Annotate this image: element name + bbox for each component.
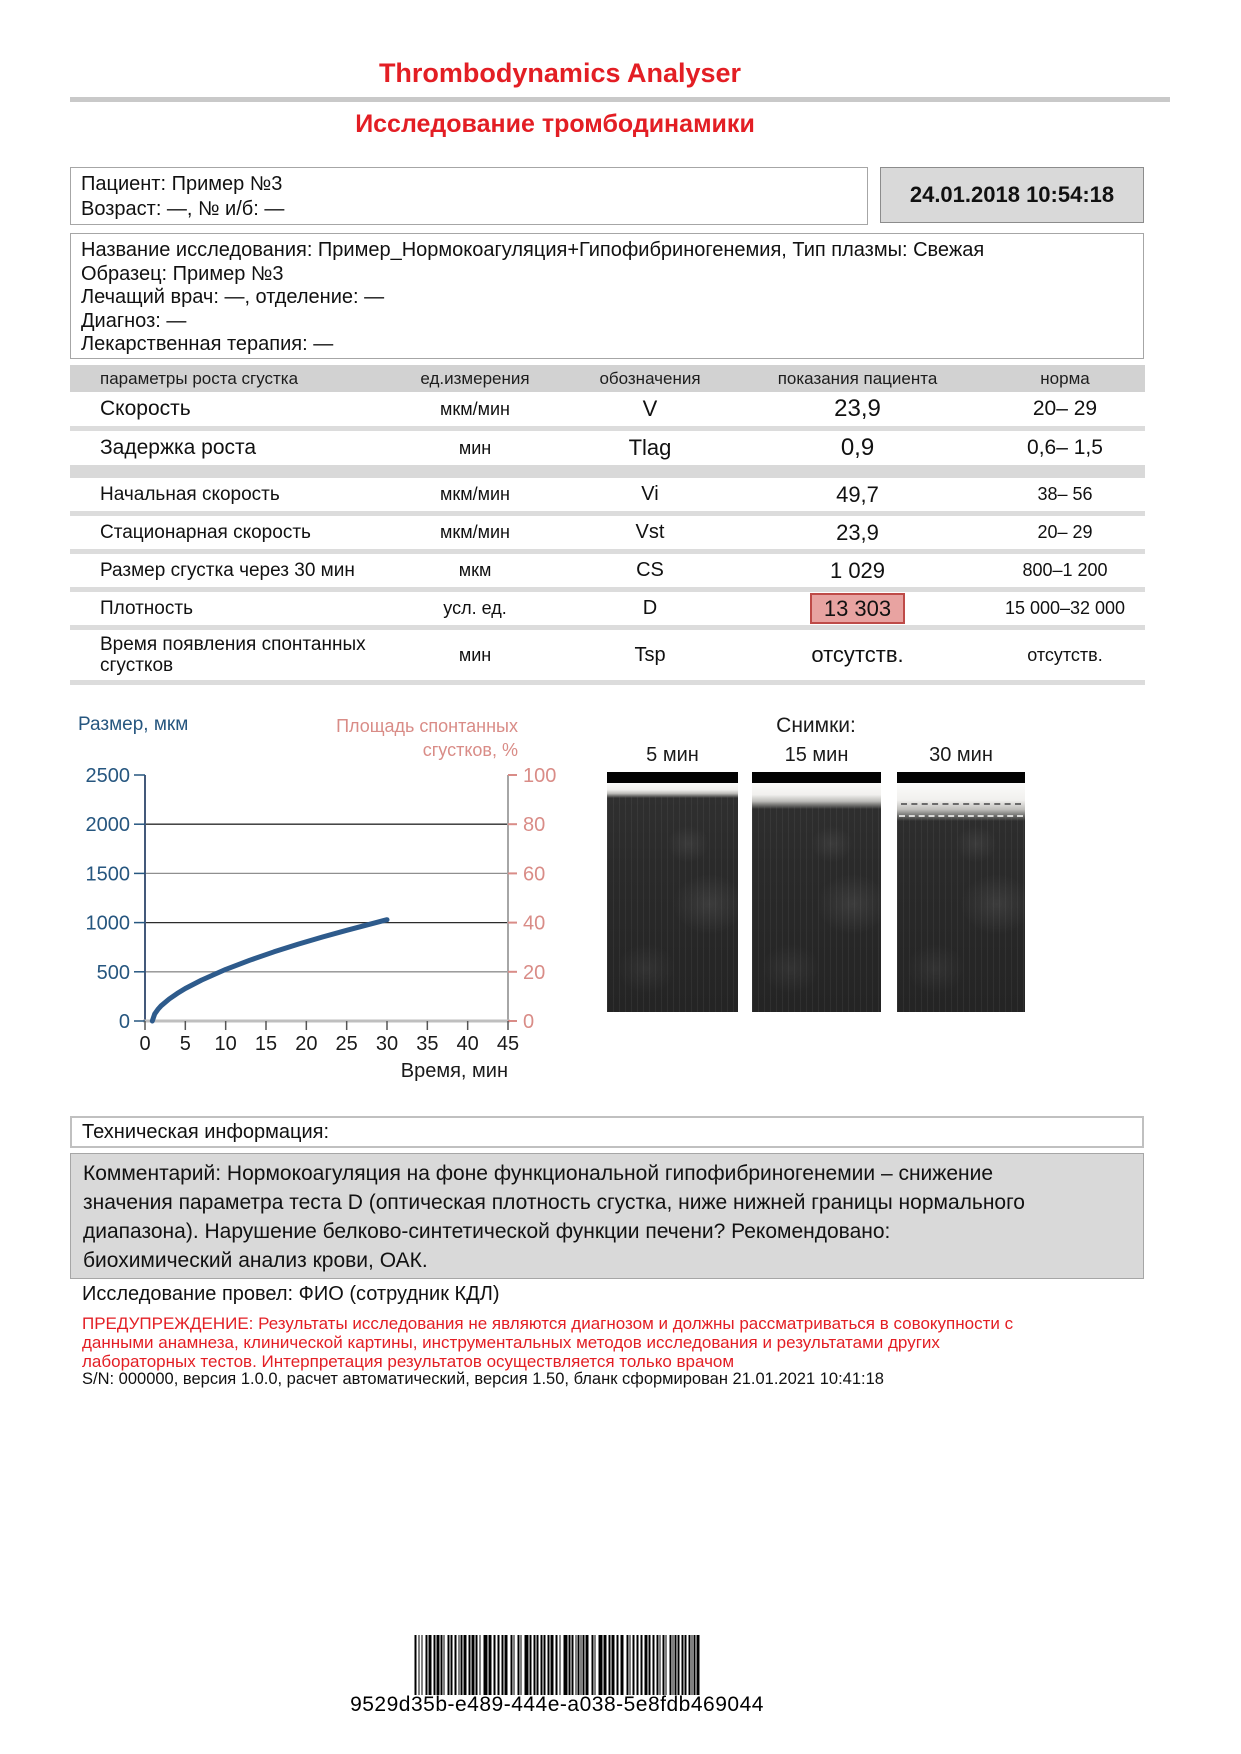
report-title: Исследование тромбодинамики [355,110,755,138]
svg-text:1500: 1500 [85,863,130,886]
header-symbols: обозначения [599,368,701,388]
technical-info-box: Техническая информация: [70,1116,1144,1148]
table-row-clot-size [70,554,1145,587]
svg-text:2500: 2500 [85,765,130,787]
header-units: ед.измерения [420,368,530,388]
svg-text:35: 35 [416,1033,439,1055]
svg-text:Время, мин: Время, мин [400,1060,508,1082]
svg-text:40: 40 [523,912,546,935]
svg-text:80: 80 [523,814,546,837]
warning-line: лабораторных тестов. Интерпретация результатов осуществляется только врачом [82,1352,735,1371]
snapshot-image-15min [752,772,881,1012]
param-norm: 20– 29 [1037,522,1093,542]
param-symbol: Vst [635,521,665,543]
param-label: Скорость [100,397,191,420]
param-unit: мкм/мин [440,398,510,419]
param-symbol: D [642,597,658,619]
patient-info-box [70,167,868,225]
title-divider [70,97,1170,102]
svg-text:40: 40 [456,1033,479,1055]
header-norm: норма [1040,368,1090,388]
study-info-box [70,233,1144,359]
table-header-row [70,365,1145,392]
param-value: отсутств. [811,642,904,667]
svg-text:0: 0 [139,1033,151,1055]
svg-text:20: 20 [295,1033,318,1055]
clot-growth-chart [70,690,570,1090]
param-norm: отсутств. [1027,644,1103,665]
header-parameters: параметры роста сгустка [100,368,299,388]
warning-text [82,1314,1167,1371]
table-row-stationary-velocity [70,516,1145,549]
param-value: 49,7 [836,481,879,507]
right-axis-title-line2: сгустков, % [422,740,518,760]
param-value: 1 029 [829,557,886,583]
operator-line: Исследование провел: ФИО (сотрудник КДЛ) [82,1283,500,1305]
param-value: 0,9 [840,434,875,461]
param-unit: мкм/мин [440,522,510,542]
svg-text:0: 0 [118,1011,130,1033]
svg-text:0: 0 [523,1011,535,1033]
serial-version-line: S/N: 000000, версия 1.0.0, расчет автоматический, версия 1.50, бланк сформирован 21.01.2021 10:41:18 [82,1370,884,1388]
row-separator [70,680,1145,685]
clot-boundary-marker-light [899,815,1023,817]
param-value: 23,9 [836,519,879,545]
comment-line: значения параметра теста D (оптическая плотность сгустка, ниже нижней границы нормального [83,1191,1025,1214]
comment-box [70,1153,1144,1279]
results-table [70,365,1145,685]
param-symbol: Tsp [634,643,666,666]
param-unit: мин [458,437,492,458]
doctor-line: Лечащий врач: —, отделение: — [81,286,385,308]
svg-text:20: 20 [523,961,546,984]
snapshot-image-5min [607,772,738,1012]
param-symbol: Tlag [628,435,672,460]
warning-line: ПРЕДУПРЕЖДЕНИЕ: Результаты исследования не являются диагнозом и должны рассматриваться в совокупности с [82,1314,1014,1333]
svg-text:10: 10 [214,1033,237,1055]
left-axis-title: Размер, мкм [78,714,189,735]
param-norm: 20– 29 [1032,397,1098,420]
snapshot-label-5min: 5 мин [646,744,699,766]
table-row-velocity [70,392,1145,426]
header-patient-values: показания пациента [777,368,938,388]
warning-line: данными анамнеза, клинической картины, инструментальных методов исследования и результатами других [82,1333,940,1352]
param-symbol: CS [636,559,664,581]
cuvette-edge [607,772,738,783]
patient-name-line: Пациент: Пример №3 [81,173,283,195]
param-unit: мкм/мин [440,484,510,504]
param-value: 23,9 [834,395,881,422]
svg-text:2000: 2000 [85,814,130,837]
param-label: Стационарная скорость [100,521,311,543]
param-unit: мкм [458,560,492,580]
snapshot-image-30min [897,772,1025,1012]
patient-age-line: Возраст: —, № и/б: — [81,198,285,220]
svg-text:25: 25 [335,1033,358,1055]
device-title: Thrombodynamics Analyser [378,58,742,88]
svg-text:500: 500 [96,961,130,984]
sample-line: Образец: Пример №3 [81,262,284,285]
svg-text:30: 30 [375,1033,399,1055]
snapshot-label-15min: 15 мин [784,744,849,766]
param-norm: 38– 56 [1037,484,1093,504]
cuvette-edge [897,772,1025,783]
snapshots-title: Снимки: [776,714,856,737]
comment-line: Комментарий: Нормокоагуляция на фоне функциональной гипофибриногенемии – снижение [83,1162,994,1185]
svg-text:1000: 1000 [85,912,130,935]
diagnosis-line: Диагноз: — [81,309,187,332]
table-row-spontaneous-clots-time [70,630,1145,680]
param-value-highlighted [730,593,985,624]
param-symbol: V [642,396,658,421]
clot-band [607,783,738,798]
param-unit: мин [458,644,492,665]
study-name-line: Название исследования: Пример_Нормокоагуляция+Гипофибриногенемия, Тип плазмы: Свежая [81,239,985,261]
param-norm: 800–1 200 [1022,560,1108,580]
therapy-line: Лекарственная терапия: — [81,333,334,355]
barcode [415,1635,700,1695]
report-datetime: 24.01.2018 10:54:18 [880,167,1144,223]
clot-boundary-marker-dark [901,803,1021,805]
out-of-range-value: 13 303 [810,593,905,624]
param-label: Время появления спонтанных сгустков [100,634,366,676]
table-row-initial-velocity [70,478,1145,511]
param-norm: 0,6– 1,5 [1027,436,1103,459]
svg-text:15: 15 [254,1033,278,1055]
param-symbol: Vi [641,483,659,505]
comment-line: диапазона). Нарушение белково-синтетической функции печени? Рекомендовано: [83,1220,891,1243]
param-label: Задержка роста [100,436,257,459]
table-row-density [70,592,1145,625]
param-label: Плотность [100,597,193,619]
comment-line: биохимический анализ крови, ОАК. [83,1249,428,1272]
clot-band [752,783,881,809]
svg-text:100: 100 [523,765,557,787]
svg-text:5: 5 [179,1033,191,1055]
barcode-value: 9529d35b-e489-444e-a038-5e8fdb469044 [350,1693,764,1716]
param-norm: 15 000–32 000 [1004,598,1126,618]
cuvette-edge [752,772,881,783]
table-row-lag-time [70,431,1145,465]
param-label: Размер сгустка через 30 мин [100,559,355,581]
param-unit: усл. ед. [443,598,507,618]
svg-text:60: 60 [523,863,546,886]
section-separator [70,465,1145,478]
right-axis-title-line1: Площадь спонтанных [336,716,518,736]
snapshot-label-30min: 30 мин [929,744,993,766]
param-label: Начальная скорость [100,483,280,505]
svg-text:45: 45 [496,1033,520,1055]
